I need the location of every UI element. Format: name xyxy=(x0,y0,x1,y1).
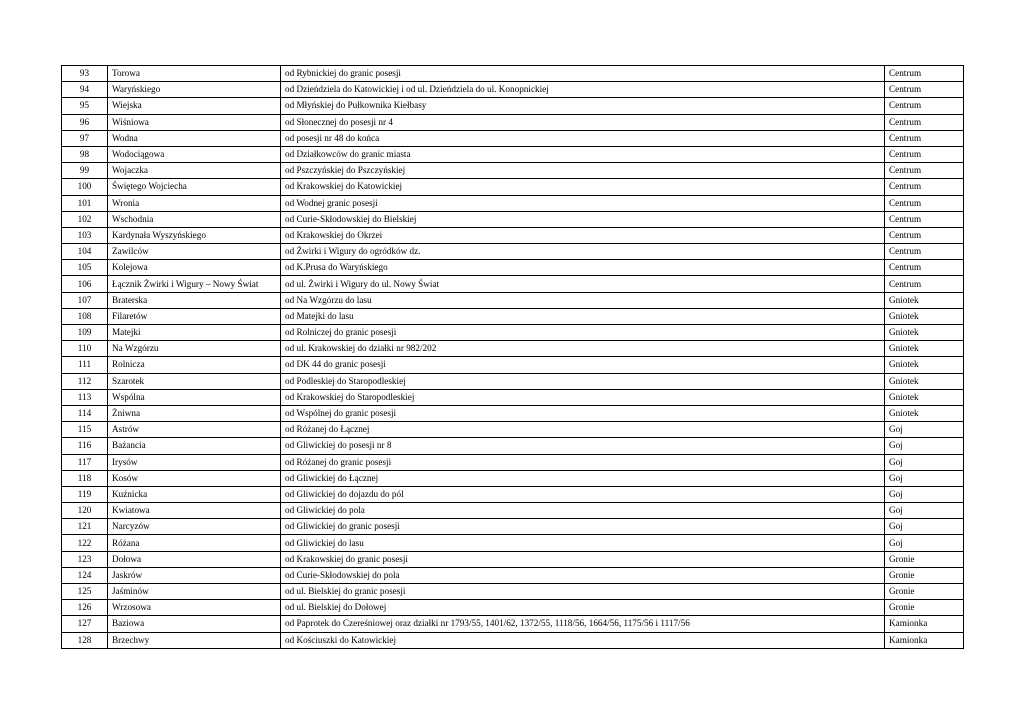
table-row xyxy=(62,195,964,211)
table-row xyxy=(62,422,964,438)
district-cell: Centrum xyxy=(885,179,964,195)
street-name-cell: Wiejska xyxy=(108,98,281,114)
street-name-cell: Kolejowa xyxy=(108,260,281,276)
district-cell: Centrum xyxy=(885,114,964,130)
district-cell: Gniotek xyxy=(885,308,964,324)
street-range-cell: od Rolniczej do granic posesji xyxy=(281,325,885,341)
table-row xyxy=(62,567,964,583)
street-name-cell: Waryńskiego xyxy=(108,82,281,98)
row-number-cell: 106 xyxy=(62,276,108,292)
street-range-cell: od Pszczyńskiej do Pszczyńskiej xyxy=(281,163,885,179)
row-number-cell: 123 xyxy=(62,551,108,567)
street-name-cell: Baziowa xyxy=(108,616,281,632)
street-range-cell: od Różanej do granic posesji xyxy=(281,454,885,470)
street-range-cell: od ul. Żwirki i Wigury do ul. Nowy Świat xyxy=(281,276,885,292)
district-cell: Gniotek xyxy=(885,341,964,357)
street-name-cell: Torowa xyxy=(108,66,281,82)
row-number-cell: 121 xyxy=(62,519,108,535)
table-row xyxy=(62,211,964,227)
row-number-cell: 127 xyxy=(62,616,108,632)
district-cell: Centrum xyxy=(885,82,964,98)
district-cell: Centrum xyxy=(885,163,964,179)
street-name-cell: Kwiatowa xyxy=(108,503,281,519)
table-row xyxy=(62,163,964,179)
street-name-cell: Dołowa xyxy=(108,551,281,567)
table-row xyxy=(62,632,964,648)
row-number-cell: 101 xyxy=(62,195,108,211)
table-row xyxy=(62,244,964,260)
row-number-cell: 98 xyxy=(62,146,108,162)
district-cell: Gronie xyxy=(885,551,964,567)
street-name-cell: Wojaczka xyxy=(108,163,281,179)
row-number-cell: 118 xyxy=(62,470,108,486)
table-row xyxy=(62,130,964,146)
table-row xyxy=(62,82,964,98)
district-cell: Gniotek xyxy=(885,292,964,308)
street-name-cell: Łącznik Żwirki i Wigury – Nowy Świat xyxy=(108,276,281,292)
row-number-cell: 94 xyxy=(62,82,108,98)
row-number-cell: 124 xyxy=(62,567,108,583)
district-cell: Centrum xyxy=(885,211,964,227)
district-cell: Centrum xyxy=(885,276,964,292)
street-range-cell: od Gliwickiej do dojazdu do pól xyxy=(281,486,885,502)
street-range-cell: od K.Prusa do Waryńskiego xyxy=(281,260,885,276)
street-range-cell: od Gliwickiej do posesji nr 8 xyxy=(281,438,885,454)
street-name-cell: Irysów xyxy=(108,454,281,470)
row-number-cell: 117 xyxy=(62,454,108,470)
district-cell: Goj xyxy=(885,519,964,535)
row-number-cell: 125 xyxy=(62,584,108,600)
table-row xyxy=(62,584,964,600)
row-number-cell: 116 xyxy=(62,438,108,454)
district-cell: Kamionka xyxy=(885,632,964,648)
district-cell: Gniotek xyxy=(885,389,964,405)
table-row xyxy=(62,470,964,486)
street-range-cell: od Słonecznej do posesji nr 4 xyxy=(281,114,885,130)
street-range-cell: od Na Wzgórzu do lasu xyxy=(281,292,885,308)
street-name-cell: Kosów xyxy=(108,470,281,486)
street-range-cell: od Gliwickiej do granic posesji xyxy=(281,519,885,535)
table-row xyxy=(62,616,964,632)
row-number-cell: 96 xyxy=(62,114,108,130)
district-cell: Gronie xyxy=(885,600,964,616)
row-number-cell: 100 xyxy=(62,179,108,195)
street-range-cell: od Curie-Skłodowskiej do Bielskiej xyxy=(281,211,885,227)
street-range-cell: od Różanej do Łącznej xyxy=(281,422,885,438)
district-cell: Goj xyxy=(885,486,964,502)
street-name-cell: Na Wzgórzu xyxy=(108,341,281,357)
district-cell: Centrum xyxy=(885,260,964,276)
street-name-cell: Bażancia xyxy=(108,438,281,454)
table-row xyxy=(62,341,964,357)
row-number-cell: 114 xyxy=(62,405,108,421)
table-row xyxy=(62,227,964,243)
table-row xyxy=(62,66,964,82)
street-range-cell: od ul. Bielskiej do Dołowej xyxy=(281,600,885,616)
streets-table-body xyxy=(62,66,964,649)
street-range-cell: od Matejki do lasu xyxy=(281,308,885,324)
street-name-cell: Rolnicza xyxy=(108,357,281,373)
row-number-cell: 120 xyxy=(62,503,108,519)
district-cell: Centrum xyxy=(885,244,964,260)
district-cell: Centrum xyxy=(885,130,964,146)
row-number-cell: 109 xyxy=(62,325,108,341)
street-name-cell: Kardynała Wyszyńskiego xyxy=(108,227,281,243)
street-range-cell: od Curie-Skłodowskiej do pola xyxy=(281,567,885,583)
table-row xyxy=(62,98,964,114)
table-row xyxy=(62,292,964,308)
table-row xyxy=(62,114,964,130)
row-number-cell: 104 xyxy=(62,244,108,260)
street-name-cell: Wrzosowa xyxy=(108,600,281,616)
district-cell: Gniotek xyxy=(885,405,964,421)
street-name-cell: Narcyzów xyxy=(108,519,281,535)
row-number-cell: 110 xyxy=(62,341,108,357)
street-name-cell: Żniwna xyxy=(108,405,281,421)
street-range-cell: od Kościuszki do Katowickiej xyxy=(281,632,885,648)
street-range-cell: od Wodnej granic posesji xyxy=(281,195,885,211)
street-name-cell: Zawilców xyxy=(108,244,281,260)
table-row xyxy=(62,503,964,519)
table-row xyxy=(62,325,964,341)
street-range-cell: od Krakowskiej do Katowickiej xyxy=(281,179,885,195)
street-name-cell: Szarotek xyxy=(108,373,281,389)
district-cell: Gronie xyxy=(885,567,964,583)
street-name-cell: Jaśminów xyxy=(108,584,281,600)
row-number-cell: 102 xyxy=(62,211,108,227)
district-cell: Goj xyxy=(885,535,964,551)
district-cell: Centrum xyxy=(885,195,964,211)
street-range-cell: od Żwirki i Wigury do ogródków dz. xyxy=(281,244,885,260)
district-cell: Centrum xyxy=(885,146,964,162)
table-row xyxy=(62,357,964,373)
table-row xyxy=(62,551,964,567)
district-cell: Goj xyxy=(885,470,964,486)
street-name-cell: Wodna xyxy=(108,130,281,146)
street-name-cell: Różana xyxy=(108,535,281,551)
row-number-cell: 107 xyxy=(62,292,108,308)
street-range-cell: od ul. Krakowskiej do działki nr 982/202 xyxy=(281,341,885,357)
district-cell: Gniotek xyxy=(885,357,964,373)
row-number-cell: 115 xyxy=(62,422,108,438)
street-name-cell: Świętego Wojciecha xyxy=(108,179,281,195)
table-row xyxy=(62,600,964,616)
street-name-cell: Wronia xyxy=(108,195,281,211)
street-range-cell: od Rybnickiej do granic posesji xyxy=(281,66,885,82)
row-number-cell: 103 xyxy=(62,227,108,243)
table-row xyxy=(62,519,964,535)
table-row xyxy=(62,179,964,195)
street-range-cell: od Wspólnej do granic posesji xyxy=(281,405,885,421)
district-cell: Centrum xyxy=(885,98,964,114)
table-row xyxy=(62,389,964,405)
district-cell: Gniotek xyxy=(885,373,964,389)
table-row xyxy=(62,308,964,324)
street-range-cell: od Krakowskiej do Okrzei xyxy=(281,227,885,243)
district-cell: Centrum xyxy=(885,227,964,243)
table-row xyxy=(62,373,964,389)
streets-table xyxy=(61,65,964,649)
row-number-cell: 99 xyxy=(62,163,108,179)
row-number-cell: 105 xyxy=(62,260,108,276)
row-number-cell: 93 xyxy=(62,66,108,82)
street-range-cell: od Działkowców do granic miasta xyxy=(281,146,885,162)
row-number-cell: 112 xyxy=(62,373,108,389)
street-range-cell: od Podleskiej do Staropodleskiej xyxy=(281,373,885,389)
street-name-cell: Wodociągowa xyxy=(108,146,281,162)
street-name-cell: Filaretów xyxy=(108,308,281,324)
street-range-cell: od Krakowskiej do Staropodleskiej xyxy=(281,389,885,405)
street-name-cell: Wiśniowa xyxy=(108,114,281,130)
street-name-cell: Braterska xyxy=(108,292,281,308)
district-cell: Goj xyxy=(885,503,964,519)
table-row xyxy=(62,535,964,551)
district-cell: Centrum xyxy=(885,66,964,82)
street-name-cell: Astrów xyxy=(108,422,281,438)
street-name-cell: Wspólna xyxy=(108,389,281,405)
street-range-cell: od Gliwickiej do lasu xyxy=(281,535,885,551)
row-number-cell: 97 xyxy=(62,130,108,146)
street-range-cell: od Gliwickiej do Łącznej xyxy=(281,470,885,486)
street-range-cell: od ul. Bielskiej do granic posesji xyxy=(281,584,885,600)
row-number-cell: 111 xyxy=(62,357,108,373)
row-number-cell: 113 xyxy=(62,389,108,405)
row-number-cell: 108 xyxy=(62,308,108,324)
street-range-cell: od Gliwickiej do pola xyxy=(281,503,885,519)
row-number-cell: 119 xyxy=(62,486,108,502)
street-name-cell: Wschodnia xyxy=(108,211,281,227)
row-number-cell: 95 xyxy=(62,98,108,114)
street-range-cell: od Młyńskiej do Pułkownika Kiełbasy xyxy=(281,98,885,114)
district-cell: Goj xyxy=(885,438,964,454)
district-cell: Goj xyxy=(885,454,964,470)
table-row xyxy=(62,405,964,421)
district-cell: Gronie xyxy=(885,584,964,600)
row-number-cell: 122 xyxy=(62,535,108,551)
district-cell: Kamionka xyxy=(885,616,964,632)
table-row xyxy=(62,146,964,162)
row-number-cell: 128 xyxy=(62,632,108,648)
district-cell: Goj xyxy=(885,422,964,438)
street-name-cell: Jaskrów xyxy=(108,567,281,583)
street-range-cell: od Krakowskiej do granic posesji xyxy=(281,551,885,567)
street-range-cell: od DK 44 do granic posesji xyxy=(281,357,885,373)
street-range-cell: od posesji nr 48 do końca xyxy=(281,130,885,146)
table-row xyxy=(62,276,964,292)
street-name-cell: Matejki xyxy=(108,325,281,341)
street-range-cell: od Dzieńdziela do Katowickiej i od ul. Dzieńdziela do ul. Konopnickiej xyxy=(281,82,885,98)
table-row xyxy=(62,454,964,470)
street-name-cell: Kuźnicka xyxy=(108,486,281,502)
table-row xyxy=(62,486,964,502)
table-row xyxy=(62,260,964,276)
row-number-cell: 126 xyxy=(62,600,108,616)
street-range-cell: od Paprotek do Czereśniowej oraz działki nr 1793/55, 1401/62, 1372/55, 1118/56, 1664/56, 1175/56 i 1117/56 xyxy=(281,616,885,632)
street-name-cell: Brzechwy xyxy=(108,632,281,648)
table-row xyxy=(62,438,964,454)
district-cell: Gniotek xyxy=(885,325,964,341)
